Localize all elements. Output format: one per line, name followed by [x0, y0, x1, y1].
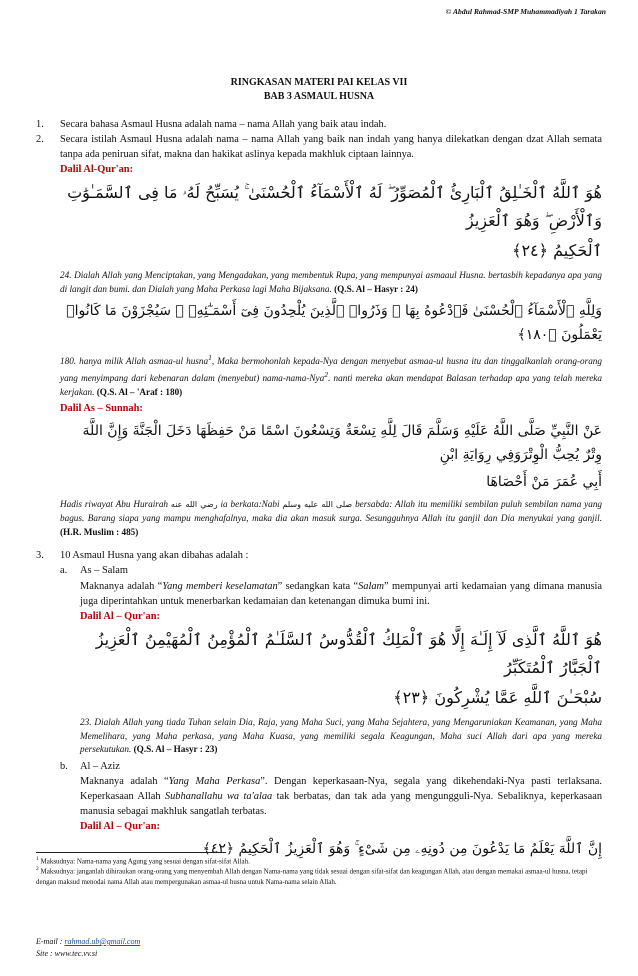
list-text: Secara istilah Asmaul Husna adalah nama – nama Allah yang baik nan indah yang hanya dilekatkan dengan dzat Allah semata tanpa ada peniruan sifat, makna dan hakikat aslinya kepada makhluk ciptaan lainnya.: [60, 134, 602, 161]
translation-text: Hadis riwayat Abu Hurairah: [60, 499, 169, 509]
list-number: 3.: [36, 550, 44, 562]
subitem-letter: a.: [60, 565, 68, 577]
page-footer: [36, 936, 140, 959]
subitem-as-salam: [60, 563, 602, 759]
translation-text: , Maka bermohonlah kepada-Nya dengan menyebut asmaa-ul husna itu dan tinggalkanlah orang-orang yang menyimpang dari kebenaran dalam (menyebut) nama-nama-Nya: [60, 355, 602, 383]
footer-email: E-mail : rahmad.ub@gmail.com: [36, 937, 141, 946]
footnote-1: $^1$ Maksudnya: Nama-nama yang Agung yang sesuai dengan sifat-sifat Allah.: [36, 856, 250, 866]
site-link[interactable]: www.tec.vv.si: [54, 948, 98, 958]
translation-hadith: [60, 498, 602, 539]
footnote-divider: [36, 852, 226, 853]
subitem-meaning: Maknanya adalah “Yang Maha Perkasa”. Dengan keperkasaan-Nya, segala yang dikehendaki-Nya pasti terlaksana. Keperkasaan Allah Subhanallahu wa ta'alaa tak berbatas, dan tak ada yang mengungguli-Nya. Sebaliknya, keperkasaan manusia sebagai makhluk sangatlah terbatas.: [80, 776, 603, 818]
subitem-al-aziz: [60, 759, 602, 863]
arabic-honorific: صلى الله عليه وسلم: [282, 500, 353, 509]
arabic-verse-araf-180: وَلِلَّهِ ٱلْأَسْمَآءُ ٱلْحُسْنَىٰ فَٱدْعُوهُ بِهَا ۖ وَذَرُوا۟ ٱلَّذِينَ يُلْحِدُونَ فِىٓ أَسْمَـٰٓئِهِۦ ۚ سَيُجْزَوْنَ مَا كَانُوا۟ يَعْمَلُونَ ﴿١٨٠﴾: [66, 302, 602, 344]
translation-text: 24. Dialah Allah yang Menciptakan, yang Mengadakan, yang membentuk Rupa, yang mempunyai asmaaul Husna. bertasbih kepadanya apa yang di langit dan bumi. dan Dialah yang Maha Perkasa lagi Maha Bijaksana.: [60, 270, 602, 295]
translation-text: 23. Dialah Allah yang tiada Tuhan selain Dia, Raja, yang Maha Suci, yang Maha Sejahtera, yang Mengaruniakan Keamanan, yang Maha Memelihara, yang Maha perkasa, yang Maha Kuasa, yang memiliki segala Keagungan, Maha suci Allah dari apa yang mereka persekutukan.: [80, 716, 602, 755]
dalil-quran-label: Dalil Al – Qur'an:: [80, 821, 160, 833]
subitem-letter: b.: [60, 761, 68, 773]
footnote-ref-2[interactable]: 2: [324, 369, 329, 379]
email-link[interactable]: rahmad.ub@gmail.com: [64, 937, 141, 946]
verse-reference: (Q.S. Al – Hasyr : 23): [133, 744, 218, 755]
translation-araf-180: [60, 352, 602, 400]
dalil-quran-label: Dalil Al-Qur'an:: [60, 164, 134, 176]
hadith-reference: (H.R. Muslim : 485): [60, 526, 139, 537]
main-content: [36, 117, 602, 863]
arabic-verse-al-aziz: إِنَّ ٱللَّهَ يَعْلَمُ مَا يَدْعُونَ مِن دُونِهِۦ مِن شَىْءٍ ۚ وَهُوَ ٱلْعَزِيزُ ٱلْحَكِيمُ ﴿٤٢﴾: [202, 840, 602, 857]
list-item-2: [36, 132, 602, 541]
list-number: 2.: [36, 134, 44, 146]
footer-site: Site : www.tec.vv.si: [36, 948, 98, 958]
translation-text: 180. hanya milik Allah asmaa-ul husna: [60, 355, 209, 366]
arabic-verse-hasyr-24-line-1: هُوَ ٱللَّهُ ٱلْخَـٰلِقُ ٱلْبَارِئُ ٱلْمُصَوِّرُ ۖ لَهُ ٱلْأَسْمَآءُ ٱلْحُسْنَىٰ ۚ يُسَبِّحُ لَهُۥ مَا فِى ٱلسَّمَـٰوَٰتِ وَٱلْأَرْضِ ۖ وَهُوَ ٱلْعَزِيزُ: [67, 183, 602, 231]
arabic-honorific: رضي الله عنه: [170, 500, 218, 509]
subitem-meaning: Maknanya adalah “Yang memberi keselamatan” sedangkan kata “Salam” mempunyai arti kedamaian yang dimana manusia juga diperintahkan untuk menerbarkan kedamaian dan ketenangan dimuka bumi ini.: [80, 580, 602, 607]
dalil-quran-label: Dalil Al – Qur'an:: [80, 610, 160, 622]
subitem-title: Al – Aziz: [80, 761, 120, 773]
list-number: 1.: [36, 119, 44, 130]
arabic-verse-hasyr-23-line-1: هُوَ ٱللَّهُ ٱلَّذِى لَآ إِلَـٰهَ إِلَّا هُوَ ٱلْمَلِكُ ٱلْقُدُّوسُ ٱلسَّلَـٰمُ ٱلْمُؤْمِنُ ٱلْمُهَيْمِنُ ٱلْعَزِيزُ ٱلْجَبَّارُ ٱلْمُتَكَبِّرُ: [95, 629, 602, 677]
footnote-ref-1[interactable]: 1: [208, 352, 212, 362]
verse-reference: (Q.S. Al – Hasyr : 24): [334, 284, 418, 295]
document-title: [0, 76, 638, 104]
arabic-hadith-line-1: عَنْ النَّبِيِّ صَلَّى اللَّهُ عَلَيْهِ وَسَلَّمَ قَالَ لِلَّهِ تِسْعَةٌ وَتِسْعُونَ اسْمًا مَنْ حَفِظَهَا دَخَلَ الْجَنَّةَ وَإِنَّ اللَّهَ وِتْرٌ يُحِبُّ الْوِتْرَوَفِي رِوَايَةِ ابْنِ: [82, 422, 602, 463]
arabic-verse-hasyr-24-line-2: ٱلْحَكِيمُ ﴿٢٤﴾: [512, 241, 602, 261]
list-text: Secara bahasa Asmaul Husna adalah nama – nama Allah yang baik atau indah.: [60, 119, 387, 130]
translation-hasyr-23: [80, 716, 602, 757]
footnote-2: $^2$ Maksudnya: janganlah dihiraukan orang-orang yang menyembah Allah dengan Nama-nama yang tidak sesuai dengan sifat-sifat dan keagungan Allah, atau dengan memakai asmaa-ul husna, tetapi dengan maksud menodai nama Allah atau mempergunakan asmaa-ul husna untuk Nama-nama selain Allah.: [36, 866, 588, 886]
translation-text: ia berkata:Nabi: [220, 499, 280, 509]
verse-reference: (Q.S. Al – 'Araf : 180): [96, 386, 183, 397]
title-line-1: RINGKASAN MATERI PAI KELAS VII: [230, 77, 408, 88]
list-text: 10 Asmaul Husna yang akan dibahas adalah :: [60, 550, 249, 562]
title-line-2: BAB 3 ASMAUL HUSNA: [263, 91, 375, 102]
translation-hasyr-24: [60, 269, 602, 297]
footnotes: [36, 856, 608, 887]
arabic-hadith-line-2: أَبِي عُمَرَ مَنْ أَحْصَاهَا: [486, 473, 602, 490]
subitem-title: As – Salam: [80, 565, 128, 577]
arabic-verse-hasyr-23-line-2: سُبْحَـٰنَ ٱللَّهِ عَمَّا يُشْرِكُونَ ﴿٢٣﴾: [393, 687, 602, 707]
translation-text: bersabda: Allah itu memiliki sembilan puluh sembilan nama yang bagus. Barang siapa yang mampu menghafalnya, maka dia akan masuk surga. Sesungguhnya Allah itu ganjil dan Dia menyukai yang ganjil.: [60, 499, 603, 523]
translation-text: . nanti mereka akan mendapat Balasan terhadap apa yang telah mereka kerjakan.: [60, 372, 602, 397]
list-item-1: [36, 117, 602, 132]
list-item-3: [36, 548, 602, 863]
header-copyright: © Abdul Rahmad-SMP Muhammadiyah 1 Tarakan: [445, 7, 606, 16]
dalil-sunnah-label: Dalil As – Sunnah:: [60, 403, 143, 415]
